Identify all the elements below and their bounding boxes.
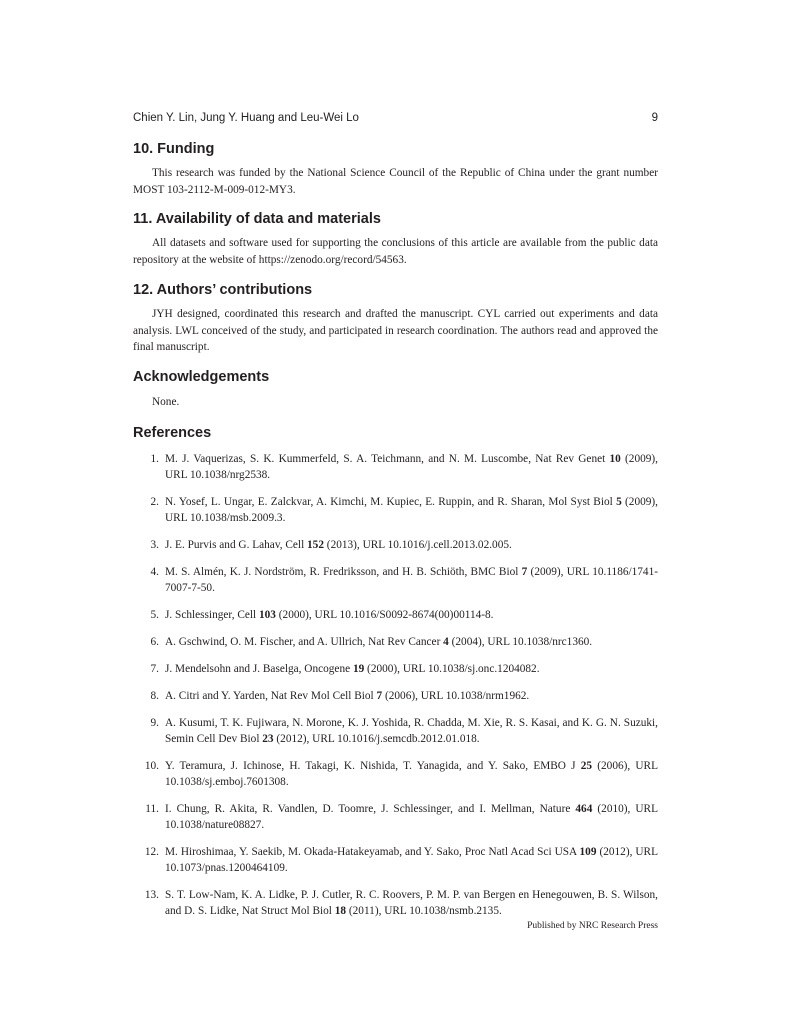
reference-citation: J. Schlessinger, Cell	[165, 609, 259, 621]
reference-volume: 464	[575, 803, 593, 815]
reference-citation: M. Hiroshimaa, Y. Saekib, M. Okada-Hatakeyamab, and Y. Sako, Proc Natl Acad Sci USA	[165, 846, 580, 858]
reference-number: 1.	[150, 453, 159, 465]
reference-citation: N. Yosef, L. Ungar, E. Zalckvar, A. Kimchi, M. Kupiec, E. Ruppin, and R. Sharan, Mol Syst Biol	[165, 496, 617, 508]
reference-citation: A. Citri and Y. Yarden, Nat Rev Mol Cell Biol	[165, 690, 377, 702]
reference-volume: 18	[334, 905, 347, 917]
reference-number: 5.	[150, 609, 159, 621]
availability-heading: 11. Availability of data and materials	[133, 211, 381, 227]
running-header	[133, 112, 658, 124]
reference-item	[133, 564, 658, 596]
reference-year-url: (2006), URL 10.1038/nrm1962.	[382, 690, 530, 702]
reference-year-url: (2010), URL 10.1038/nature08827.	[165, 803, 658, 831]
reference-item	[133, 801, 658, 833]
reference-year-url: (2009), URL 10.1038/msb.2009.3.	[165, 496, 658, 524]
reference-volume: 7	[521, 566, 528, 578]
reference-number: 4.	[150, 566, 159, 578]
reference-item	[133, 661, 658, 677]
reference-number: 8.	[150, 690, 159, 702]
reference-year-url: (2009), URL 10.1038/nrg2538.	[165, 453, 658, 481]
acknowledgements-heading: Acknowledgements	[133, 369, 270, 385]
reference-citation: M. S. Almén, K. J. Nordström, R. Fredriksson, and H. B. Schiöth, BMC Biol	[165, 566, 522, 578]
reference-item	[133, 494, 658, 526]
reference-number: 2.	[150, 496, 159, 508]
reference-volume: 109	[579, 846, 597, 858]
reference-volume: 152	[307, 539, 324, 551]
funding-heading: 10. Funding	[133, 141, 215, 157]
funding-text: This research was funded by the National Science Council of the Republic of China under the grant number MOST 103-2112-M-009-012-MY3.	[133, 167, 658, 196]
reference-volume: 23	[262, 733, 274, 745]
page-number: 9	[651, 112, 658, 124]
reference-citation: J. E. Purvis and G. Lahav, Cell	[165, 539, 308, 551]
reference-volume: 103	[259, 609, 276, 621]
reference-item	[133, 758, 658, 790]
contributions-text: JYH designed, coordinated this research and drafted the manuscript. CYL carried out experiments and data analysis. LWL conceived of the study, and participated in research coordination. The authors read and approved the final manuscript.	[133, 308, 658, 353]
reference-year-url: (2000), URL 10.1016/S0092-8674(00)00114-8.	[275, 609, 494, 621]
reference-item	[133, 451, 658, 483]
reference-citation: A. Gschwind, O. M. Fischer, and A. Ullrich, Nat Rev Cancer	[165, 636, 444, 648]
reference-year-url: (2006), URL 10.1038/sj.emboj.7601308.	[165, 760, 658, 788]
reference-year-url: (2012), URL 10.1016/j.semcdb.2012.01.018.	[273, 733, 480, 745]
reference-citation: S. T. Low-Nam, K. A. Lidke, P. J. Cutler, R. C. Roovers, P. M. P. van Bergen en Henegouwen, B. S. Wilson, and D. S. Lidke, Nat Struct Mol Biol	[165, 889, 658, 917]
reference-citation: A. Kusumi, T. K. Fujiwara, N. Morone, K. J. Yoshida, R. Chadda, M. Xie, R. S. Kasai, and K. G. N. Suzuki, Semin Cell Dev Biol	[165, 717, 658, 745]
reference-item	[133, 688, 658, 704]
reference-citation: J. Mendelsohn and J. Baselga, Oncogene	[165, 663, 353, 675]
reference-citation: M. J. Vaquerizas, S. K. Kummerfeld, S. A. Teichmann, and N. M. Luscombe, Nat Rev Genet	[165, 453, 610, 465]
references-heading: References	[133, 425, 212, 441]
reference-volume: 4	[443, 636, 449, 648]
reference-item	[133, 715, 658, 747]
reference-volume: 25	[580, 760, 593, 772]
reference-volume: 5	[616, 496, 622, 508]
availability-text: All datasets and software used for supporting the conclusions of this article are available from the public data repository at the website of https://zenodo.org/record/54563.	[133, 237, 658, 266]
reference-citation: I. Chung, R. Akita, R. Vandlen, D. Toomre, J. Schlessinger, and I. Mellman, Nature	[165, 803, 576, 815]
acknowledgements-text: None.	[152, 396, 180, 408]
reference-citation: Y. Teramura, J. Ichinose, H. Takagi, K. Nishida, T. Yanagida, and Y. Sako, EMBO J	[165, 760, 581, 772]
reference-number: 11.	[145, 803, 159, 815]
reference-list	[133, 451, 658, 919]
reference-volume: 7	[376, 690, 383, 702]
reference-volume: 10	[609, 453, 621, 465]
header-authors: Chien Y. Lin, Jung Y. Huang and Leu-Wei Lo	[133, 112, 359, 124]
reference-item	[133, 887, 658, 919]
reference-number: 12.	[144, 846, 159, 858]
reference-item	[133, 634, 658, 650]
reference-number: 13.	[144, 889, 159, 901]
reference-item	[133, 607, 658, 623]
reference-item	[133, 537, 658, 553]
contributions-heading: 12. Authors’ contributions	[133, 282, 313, 298]
reference-year-url: (2012), URL 10.1073/pnas.1200464109.	[165, 846, 658, 874]
reference-year-url: (2004), URL 10.1038/nrc1360.	[448, 636, 593, 648]
reference-year-url: (2009), URL 10.1186/1741-7007-7-50.	[165, 566, 658, 594]
footer-publisher: Published by NRC Research Press	[527, 921, 658, 931]
reference-year-url: (2000), URL 10.1038/sj.onc.1204082.	[364, 663, 540, 675]
reference-year-url: (2013), URL 10.1016/j.cell.2013.02.005.	[323, 539, 512, 551]
reference-item	[133, 844, 658, 876]
reference-number: 9.	[150, 717, 159, 729]
reference-number: 3.	[150, 539, 159, 551]
reference-number: 6.	[150, 636, 159, 648]
reference-number: 7.	[150, 663, 159, 675]
reference-year-url: (2011), URL 10.1038/nsmb.2135.	[346, 905, 502, 917]
reference-number: 10.	[144, 760, 159, 772]
reference-volume: 19	[352, 663, 365, 675]
